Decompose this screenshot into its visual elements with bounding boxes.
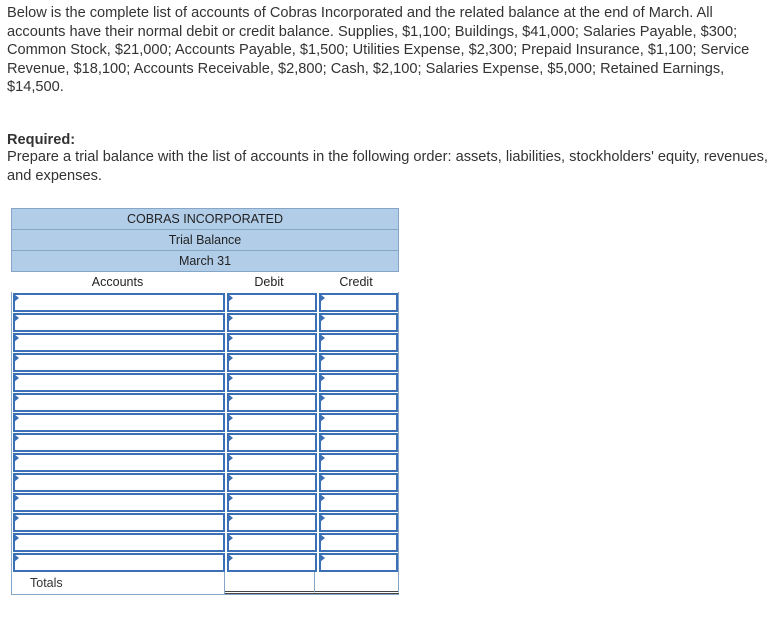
input-marker-icon [320,394,325,402]
input-marker-icon [14,314,19,322]
table-row [12,472,398,492]
table-row [12,412,398,432]
input-marker-icon [228,414,233,422]
input-marker-icon [320,474,325,482]
table-row [12,312,398,332]
input-marker-icon [228,474,233,482]
debit-amount-field[interactable] [227,533,317,552]
account-name-field[interactable] [13,453,225,472]
debit-total-field[interactable] [225,572,315,594]
debit-amount-field[interactable] [227,333,317,352]
input-marker-icon [14,414,19,422]
table-row [12,392,398,412]
input-marker-icon [228,434,233,442]
input-marker-icon [228,294,233,302]
input-marker-icon [14,474,19,482]
input-marker-icon [228,554,233,562]
credit-amount-field[interactable] [319,313,398,332]
column-headers [11,272,399,292]
table-row [12,512,398,532]
account-name-field[interactable] [13,353,225,372]
account-name-field[interactable] [13,433,225,452]
account-name-field[interactable] [13,493,225,512]
input-marker-icon [14,294,19,302]
input-marker-icon [320,374,325,382]
totals-row [11,572,399,595]
input-marker-icon [320,454,325,462]
credit-amount-field[interactable] [319,513,398,532]
credit-amount-field[interactable] [319,533,398,552]
input-marker-icon [320,534,325,542]
table-row [12,352,398,372]
input-marker-icon [228,394,233,402]
credit-amount-field[interactable] [319,393,398,412]
input-marker-icon [228,374,233,382]
credit-column-header: Credit [339,275,373,289]
input-marker-icon [320,494,325,502]
totals-label: Totals [12,572,225,594]
required-heading: Required: [7,132,76,148]
account-name-field[interactable] [13,313,225,332]
debit-column-header: Debit [254,275,284,289]
debit-amount-field[interactable] [227,553,317,572]
debit-amount-field[interactable] [227,473,317,492]
debit-amount-field[interactable] [227,373,317,392]
input-marker-icon [320,554,325,562]
account-name-field[interactable] [13,533,225,552]
input-marker-icon [320,294,325,302]
table-row [12,452,398,472]
problem-statement: Below is the complete list of accounts of Cobras Incorporated and the related balance at the end of March. All accounts have their normal debit or credit balance. Supplies, $1,100; Buildings, $41,000; Salaries Payable, $300; Common Stock, $21,000; Accounts Payable, $1,500; Utilities Expense, $2,300; Prepaid Insurance, $1,100; Service Revenue, $18,100; Accounts Receivable, $2,800; Cash, $2,100; Salaries Expense, $5,000; Retained Earnings, $14,500. [7,5,750,96]
debit-amount-field[interactable] [227,353,317,372]
table-row [12,432,398,452]
account-name-field[interactable] [13,373,225,392]
input-marker-icon [320,334,325,342]
input-marker-icon [320,414,325,422]
account-name-field[interactable] [13,293,225,312]
entry-rows [11,292,399,572]
company-name: COBRAS INCORPORATED [11,208,399,229]
input-marker-icon [320,434,325,442]
input-marker-icon [14,454,19,462]
input-marker-icon [320,514,325,522]
debit-amount-field[interactable] [227,433,317,452]
input-marker-icon [14,494,19,502]
table-row [12,492,398,512]
credit-amount-field[interactable] [319,293,398,312]
credit-amount-field[interactable] [319,473,398,492]
debit-amount-field[interactable] [227,513,317,532]
debit-amount-field[interactable] [227,493,317,512]
required-instructions: Prepare a trial balance with the list of accounts in the following order: assets, liabilities, stockholders' equity, revenues, and expenses. [7,149,768,184]
debit-amount-field[interactable] [227,293,317,312]
debit-amount-field[interactable] [227,393,317,412]
credit-amount-field[interactable] [319,553,398,572]
debit-amount-field[interactable] [227,453,317,472]
input-marker-icon [228,354,233,362]
input-marker-icon [14,354,19,362]
input-marker-icon [14,434,19,442]
table-row [12,552,398,572]
input-marker-icon [14,534,19,542]
credit-amount-field[interactable] [319,373,398,392]
input-marker-icon [228,494,233,502]
account-name-field[interactable] [13,413,225,432]
table-row [12,332,398,352]
credit-total-field[interactable] [315,572,399,594]
credit-amount-field[interactable] [319,413,398,432]
input-marker-icon [320,314,325,322]
accounts-column-header: Accounts [91,275,144,289]
input-marker-icon [228,454,233,462]
input-marker-icon [14,514,19,522]
statement-title: Trial Balance [11,229,399,250]
input-marker-icon [14,334,19,342]
table-row [12,372,398,392]
credit-amount-field[interactable] [319,333,398,352]
input-marker-icon [228,314,233,322]
input-marker-icon [228,514,233,522]
input-marker-icon [14,374,19,382]
debit-amount-field[interactable] [227,413,317,432]
statement-date: March 31 [11,250,399,272]
account-name-field[interactable] [13,333,225,352]
debit-amount-field[interactable] [227,313,317,332]
account-name-field[interactable] [13,553,225,572]
trial-balance-table [11,208,399,595]
account-name-field[interactable] [13,393,225,412]
credit-amount-field[interactable] [319,493,398,512]
account-name-field[interactable] [13,513,225,532]
credit-amount-field[interactable] [319,353,398,372]
input-marker-icon [320,354,325,362]
input-marker-icon [14,554,19,562]
input-marker-icon [228,534,233,542]
credit-amount-field[interactable] [319,453,398,472]
table-row [12,532,398,552]
input-marker-icon [228,334,233,342]
table-row [12,292,398,312]
account-name-field[interactable] [13,473,225,492]
credit-amount-field[interactable] [319,433,398,452]
input-marker-icon [14,394,19,402]
